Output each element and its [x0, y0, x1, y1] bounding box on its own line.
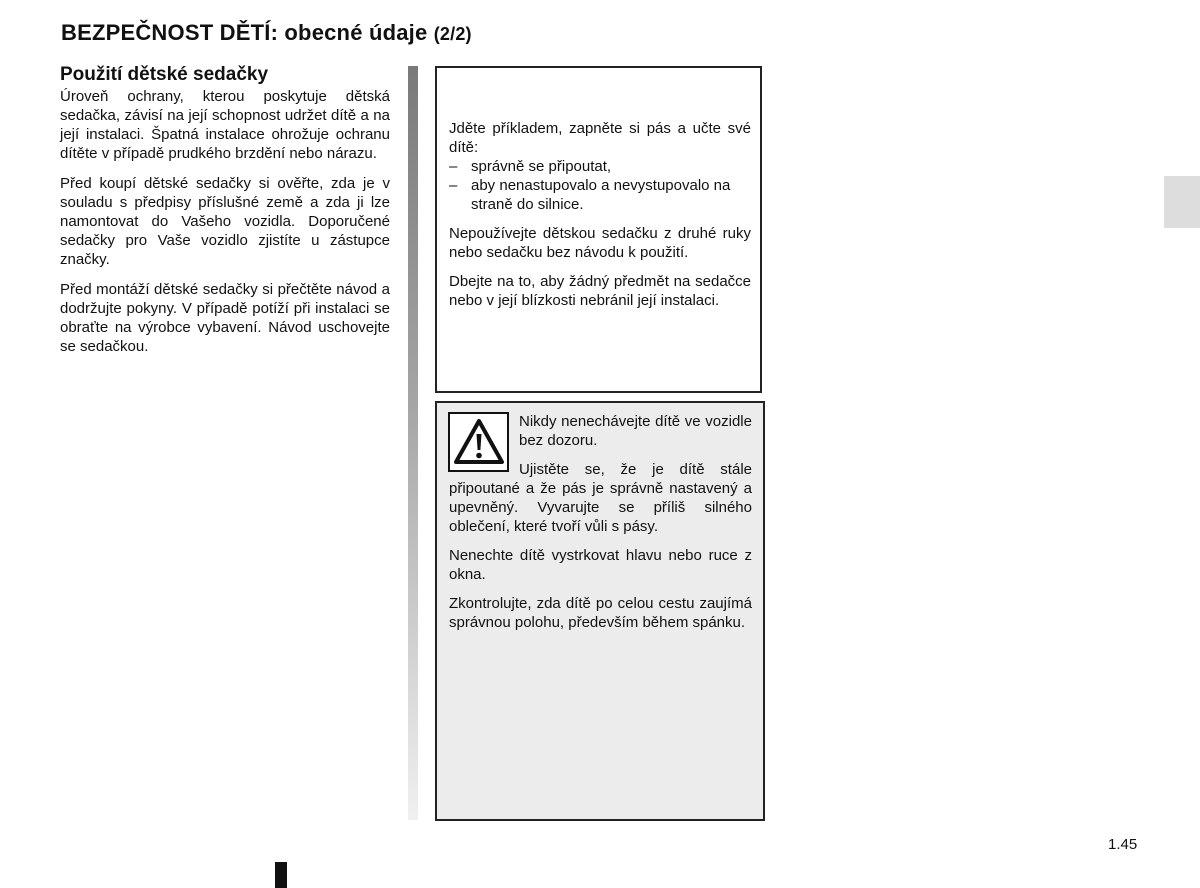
left-paragraph: Před koupí dětské sedačky si ověřte, zda je v souladu s předpisy příslušné země a zda ji lze namontovat do Vašeho vozidla. Doporučené sedačky pro Vaše vozidlo zjistíte u zástupce značky. [60, 175, 390, 268]
info-list-item [449, 176, 751, 214]
page-title-text: BEZPEČNOST DĚTÍ: obecné údaje [61, 20, 428, 45]
left-paragraph: Před montáží dětské sedačky si přečtěte návod a dodržujte pokyny. V případě potíží při instalaci se obraťte na výrobce vybavení. Návod uschovejte se sedačkou. [60, 281, 390, 355]
chapter-tab [1164, 176, 1200, 228]
info-list-text: správně se připoutat, [471, 158, 612, 175]
section-title: Použití dětské sedačky [60, 64, 269, 85]
warning-paragraph: Nikdy nenechávejte dítě ve vozidle bez dozoru. [519, 413, 752, 449]
info-intro: Jděte příkladem, zapněte si pás a učte své dítě: [449, 120, 751, 156]
dash-marker: – [449, 158, 458, 175]
info-list-text: aby nenastupovalo a nevystupovalo na straně do silnice. [471, 177, 731, 213]
warning-box [435, 401, 765, 821]
print-mark [275, 862, 287, 888]
warning-paragraph: Ujistěte se, že je dítě stále připoutané a že pás je správně nastavený a upevněný. Vyvarujte se příliš silného oblečení, které tvoří vůli s pásy. [449, 461, 752, 535]
info-box [435, 66, 762, 393]
page-part: (2/2) [433, 24, 472, 44]
page-number: 1.45 [1108, 836, 1138, 853]
info-paragraph: Dbejte na to, aby žádný předmět na sedačce nebo v její blízkosti nebránil její instalaci. [449, 273, 751, 309]
info-paragraph: Nepoužívejte dětskou sedačku z druhé ruky nebo sedačku bez návodu k použití. [449, 225, 751, 261]
warning-paragraph: Zkontrolujte, zda dítě po celou cestu zaujímá správnou polohu, především během spánku. [449, 595, 752, 631]
warning-triangle-icon [448, 412, 509, 472]
info-list-item [449, 157, 751, 176]
page-title [61, 20, 472, 46]
left-paragraph: Úroveň ochrany, kterou poskytuje dětská sedačka, závisí na její schopnost udržet dítě a na její instalaci. Špatná instalace ohrožuje ochranu dítěte v případě prudkého brzdění nebo nárazu. [60, 88, 390, 162]
column-divider-bar [408, 66, 418, 820]
warning-paragraph: Nenechte dítě vystrkovat hlavu nebo ruce z okna. [449, 547, 752, 583]
left-column [60, 64, 390, 367]
dash-marker: – [449, 177, 458, 194]
